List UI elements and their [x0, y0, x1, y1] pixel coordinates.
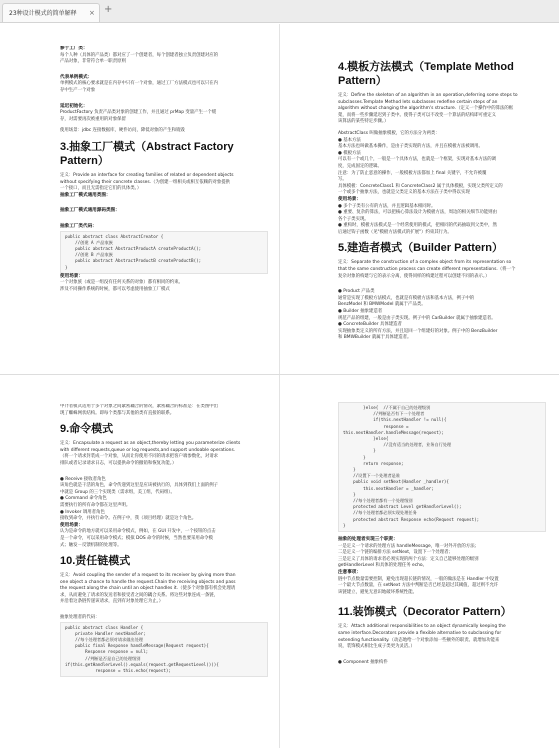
text-line: 定义：Separate the construction of a complex object from its representation so [338, 260, 512, 266]
text-line: 该角色就是干活的角色，命令传递到这里是应该被执行的，具体到我们上面的例子 [60, 483, 219, 489]
text-line: 排队或者记录请求日志，可以提供命令的撤销和恢复功能。） [60, 460, 177, 466]
text-line: 需要执行的所有命令都在这里声明。 [60, 502, 131, 508]
section-heading: 3.抽象工厂模式（Abstract Factory Pattern） [60, 140, 234, 167]
text-line: BenzModel 和 BMWModel 就属于产品类。 [338, 302, 426, 308]
text-line: ● Command 命令角色 [60, 496, 107, 502]
section-heading: 4.模板方法模式（Template Method Pattern） [338, 61, 514, 87]
text-line: ProductFactory 负责产品类对象的创建工作，并且通过 prMap 变量产生一个缓 [60, 110, 217, 116]
text-line: 后通过钩子函数（见"模板方法模式的扩展"）约束其行为。 [338, 229, 452, 235]
browser-tab-bar [0, 0, 559, 23]
text-line: 实现抽象类定义的所有方法，并且返回一个组建好的对象。例子中的 BenzBuilder [338, 328, 498, 334]
code-line: } [343, 491, 356, 497]
code-line: public final Response handleMessage(Request request){ [65, 643, 209, 649]
text-line: 抽象处理者的代码： [60, 615, 100, 621]
code-line: protected abstract Level getHandlerLevel(); [343, 504, 462, 510]
text-line: 该链建立，避免无意识地破坏系统性能。 [338, 589, 418, 595]
text-line: 求，从而避免了请求的发送者和接受者之间的耦合关系。将这些对象连成一条链， [60, 592, 219, 598]
code-line: public abstract class AbstractCreator { [65, 233, 164, 239]
text-line: 参于工厂类： [60, 46, 88, 51]
text-line: with different requests,queue or log requests,and support undoable operations. [60, 447, 236, 453]
section-heading: 9.命令模式 [60, 423, 114, 436]
code-line: private Handler nextHandler; [65, 630, 146, 636]
text-line: 使用场景： [60, 273, 83, 279]
text-line: 各个子类实现。 [338, 216, 369, 222]
text-line: 并沿着这条链传递该请求，直到有对象处理它为止。） [60, 599, 164, 605]
text-line: ● Product 产品类 [338, 289, 375, 295]
text-line: 三是定义了具体的请求者必须实现的两个方法：定义自己能够处理的级别 [338, 556, 479, 562]
text-line: ● 多个子类有公有的方法，并且逻辑基本相同时。 [338, 203, 436, 209]
text-line: 一个接口，而且无需指定它们的具体类。） [60, 186, 142, 192]
text-line: ● Receive 接收者角色 [60, 476, 106, 482]
text-line: that the same construction process can create different representations.（将一个 [338, 267, 516, 273]
code-line: response = this.echo(request); [65, 668, 171, 674]
code-block [60, 231, 268, 274]
code-line: } [343, 467, 356, 473]
text-line: 使用场景：jdbc 连接数据库，硬件访问，降低对象的产生和销毁 [60, 128, 185, 134]
code-line: } [65, 264, 68, 270]
close-icon[interactable]: × [89, 9, 95, 17]
text-line: 认为是命令的地方就可以采用命令模式，例如，在 GUI 开发中，一个按钮的点击 [60, 529, 216, 535]
code-line: }else{ [343, 436, 389, 442]
page-1 [60, 46, 268, 346]
text-line: 和 BMWBuilder 就属于具体建造者。 [338, 335, 412, 341]
text-line: 一个最大节点数量，在 setNext 方法中判断是否已经是超过其阈值，超过则不允许 [338, 583, 499, 589]
text-line: 通常是实现了模板方法模式，也就是有模板方法和基本方法，例子中的 [338, 295, 475, 301]
text-line: ● Builder 抽象建造者 [338, 309, 383, 315]
text-line: 架，而将一些步骤延迟到子类中。使得子类可以不改变一个算法的结构即可重定义 [338, 112, 497, 118]
code-line: Response response = null; [65, 649, 149, 655]
text-line: 一个或多个抽象方法，也就是父类定义的基本方法在子类中得以实现 [338, 190, 470, 196]
text-line: algorithm without changing the algorithm's structure.（定义一个操作中的算法的框 [338, 106, 514, 112]
text-line: 该算法的某些特定步骤。） [338, 119, 389, 125]
code-line: } [343, 454, 366, 460]
text-line: 中介者模式适用于多个对象之间紧密耦合的情况，紧密耦合的标准是：在类图中出 [60, 404, 219, 409]
text-line: 代表单例模式： [60, 74, 93, 80]
code-line: //每个处理者都必须实现处理任务 [343, 510, 417, 516]
code-line: }else{ //不属于自己的处理级别 [343, 405, 431, 410]
page-divider [279, 24, 280, 748]
code-line: public abstract class Handler { [65, 624, 144, 630]
text-line: 链中节点数量需要控制，避免出现超长链的情况，一般的做法是在 Handler 中设置 [338, 576, 499, 582]
code-line: if(this.nextHandler != null){ [343, 417, 447, 423]
text-line: ● 重要、复杂的算法，可以把核心算法设计为模板方法，周边的相关细节功能则由 [338, 210, 497, 216]
code-line: public abstract AbstractProductA createProductA(); [65, 245, 202, 251]
text-line: 存，对需要再次被重用的对象保留 [60, 116, 126, 122]
text-line: ● 模板方法 [338, 150, 361, 156]
code-line: //创建 B 产品家族 [65, 252, 113, 258]
text-line: 定义：Provide an interface for creating families of related or dependent objects [60, 172, 234, 178]
text-line: 注意事项： [338, 570, 361, 576]
text-line: 是一个命令，可以采用命令模式；模拟 DOS 命令的时候，当然也要采用命令模 [60, 535, 213, 541]
text-line: 注意：为了防止恶意的操作，一般模板方法都加上 final 关键字，不允许被覆 [338, 170, 487, 176]
text-line: 规范产品的组建，一般是由子类实现。例子中的 CarBuilder 就属于抽象建造者。 [338, 315, 496, 321]
text-line: 中就是 Group 的三个实现类（需求组，美工组，代码组）。 [60, 489, 175, 495]
text-line: 一是定义一个请求的处理方法 handleMessage，唯一对外开放的方法； [338, 543, 479, 549]
code-line: this.nextHandler = _handler; [343, 485, 434, 491]
text-line: 使用场景： [60, 522, 83, 528]
text-line: getHandlerLevel 和具体的处理任务 echo。 [338, 563, 427, 569]
code-block [338, 402, 546, 532]
text-line: 二是定义一个链的编排方法 setNext，设置下一个处理者； [338, 550, 453, 556]
code-line: protected abstract Response echo(Request request); [343, 516, 480, 522]
text-line: 抽象工厂模式通用源码类图： [60, 208, 120, 214]
text-line: 定义：Attach additional responsibilities to an object dynamically keeping the [338, 624, 506, 630]
text-line: 式；触发－反馈机制的处理等。 [60, 542, 122, 548]
text-line: 抽象工厂模式通用类图： [60, 192, 111, 198]
text-line: extending functionality.（动态地给一个对象添加一些额外的职责。就增加功能来 [338, 637, 500, 643]
text-line: 定义：Define the skeleton of an algorithm in an operation,deferring some steps to [338, 93, 518, 98]
text-line: 可以有一个或几个，一般是一个具体方法，也就是一个框架，实现对基本方法的调 [338, 157, 497, 163]
text-line: 定义：Encapsulate a request as an object,thereby letting you parameterize clients [60, 441, 241, 447]
code-line: public void setNext(Handler _handler){ [343, 479, 449, 485]
code-line: } [343, 448, 376, 454]
text-line: 使用场景： [338, 196, 361, 202]
text-line: 涉及不同操作系统的时候，都可以考虑使用抽象工厂模式 [60, 286, 170, 292]
page-4 [338, 402, 546, 746]
document-tab[interactable] [2, 3, 100, 22]
text-line: 一个对象族（或是一组没有任何关系的对象）都有相同的约束。 [60, 280, 183, 286]
code-block [60, 622, 268, 678]
code-line: //每个处理者都有一个处理级别 [343, 498, 413, 504]
text-line: without specifying their concrete classes.（为创建一组相关或相互依赖的对象提供 [60, 179, 231, 185]
code-line: public abstract AbstractProductB createProductB(); [65, 258, 202, 264]
text-line: one object a chance to handle the request.Chain the receiving objects and pass [60, 579, 236, 585]
new-tab-icon[interactable]: + [104, 4, 113, 15]
code-line: //没有适当的处理者，业务自行处理 [343, 442, 452, 448]
section-heading: 10.责任链模式 [60, 555, 131, 568]
text-line: 现了蜘蛛网状结构。即每个类都与其他的类有直接的联系。 [60, 410, 175, 416]
text-line: 每个人种（具体的产品类）都对应了一个创建者，每个创建者独立负责创建对应的 [60, 52, 219, 58]
code-line: } [343, 522, 346, 528]
text-line: 单例模式的核心要求就是在内存中只有一个对象，通过工厂方法模式也可以只在内 [60, 81, 219, 87]
text-line: ● Component 抽象构件 [338, 659, 388, 665]
code-line: //每个处理者都必须对请求做出处理 [65, 637, 143, 643]
text-line: 抽象的处理者实现三个职责： [338, 537, 398, 543]
code-line: if(this.getHandlerLevel().equals(request.getRequestLevel())){ [65, 661, 219, 667]
text-line: same interface.Decorators provide a flexible alternative to subclassing for [338, 631, 502, 636]
code-line: //创建 A 产品家族 [65, 239, 113, 245]
code-line: return response; [343, 460, 404, 466]
code-line: response = [343, 423, 409, 429]
text-line: 度，完成固定的逻辑。 [338, 163, 382, 169]
text-line: 接收到命令，并执行命令。在例子中，我（项目经理）就是这个角色。 [60, 516, 197, 522]
text-line: 复杂对象的构建与它的表示分离，使得同样的构建过程可以创建不同的表示。） [338, 273, 490, 279]
text-line: 说，装饰模式相比生成子类更为灵活。） [338, 644, 415, 650]
code-line: //设置下一个处理者是谁 [343, 473, 401, 479]
code-line: //判断是否有下一个处理者 [343, 411, 425, 417]
page-3 [60, 404, 268, 746]
text-line: 具体模板：ConcreteClass1 和 ConcreteClass2 属于具体模板，实现父类所定义的 [338, 183, 503, 189]
text-line: ● ConcreteBuilder 具体建造者 [338, 322, 402, 328]
page-break [0, 374, 559, 375]
text-line: 定义：Avoid coupling the sender of a request to its receiver by giving more than [60, 573, 236, 579]
text-line: the request along the chain until an object handles it.（使多个对象都有机会处理请 [60, 586, 236, 592]
text-line: ● 重构时，模板方法模式是一个经常使用的模式，把相同的代码抽取到父类中，然 [338, 223, 497, 229]
text-line: 存中生产一个对象 [60, 87, 96, 93]
text-line: ● 基本方法 [338, 137, 361, 143]
section-heading: 11.装饰模式（Decorator Pattern） [338, 606, 512, 619]
text-line: 抽象工厂类代码： [60, 223, 97, 229]
text-line: 写。 [338, 177, 347, 183]
page-2 [338, 60, 546, 360]
text-line: subclasses.Template Method lets subclasses redefine certain steps of an [338, 99, 498, 105]
code-line: //判断是否是自己的处理级别 [65, 655, 141, 661]
text-line: AbstractClass 叫做抽象模板，它的方法分为两类： [338, 130, 440, 136]
code-line: this.nextHandler.handleMessage(request); [343, 429, 444, 435]
text-line: ● Invoker 调用者角色 [60, 509, 105, 515]
text-line: 延迟初始化： [60, 103, 88, 109]
text-line: 基本方法也叫做基本操作，是由子类实现的方法，并且在模板方法被调用。 [338, 144, 483, 150]
section-heading: 5.建造者模式（Builder Pattern） [338, 242, 504, 255]
text-line: 产品对象，非常符合单一职责原则 [60, 59, 126, 65]
text-line: （将一个请求封装成一个对象，从而让你使用不同的请求把客户端参数化，对请求 [60, 454, 219, 460]
tab-title: 23种设计模式的简单解释 [9, 10, 77, 17]
